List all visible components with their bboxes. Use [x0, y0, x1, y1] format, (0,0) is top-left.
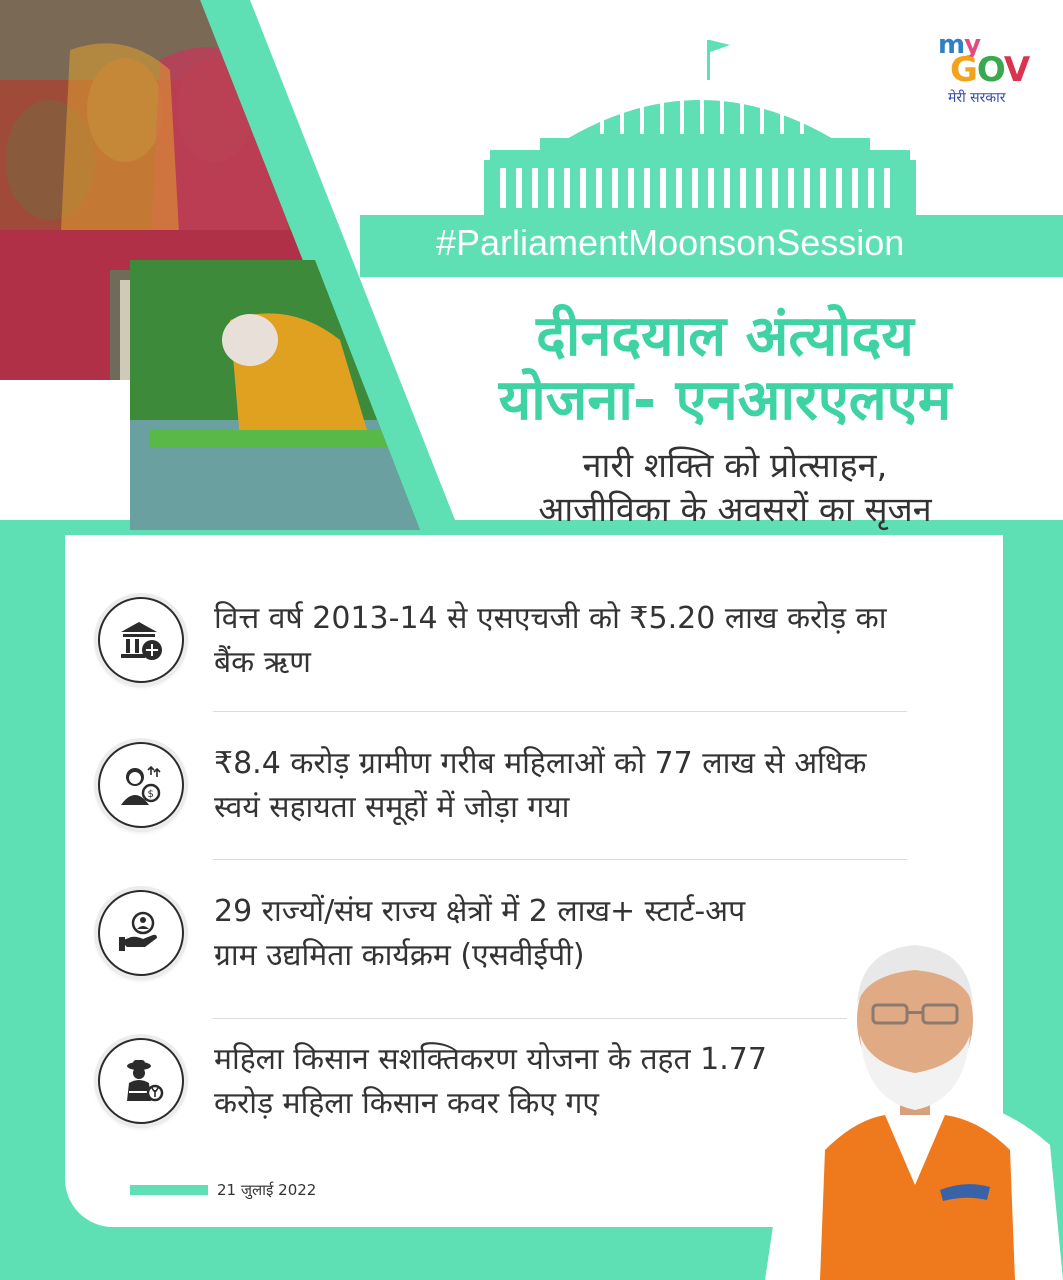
svg-text:$: $ [147, 789, 154, 800]
portrait-photo [765, 925, 1063, 1280]
item-line-2: बैंक ऋण [214, 645, 311, 680]
item-line-2: स्वयं सहायता समूहों में जोड़ा गया [214, 790, 570, 825]
page-title [445, 305, 1005, 433]
item-line-1: 29 राज्यों/संघ राज्य क्षेत्रों में 2 लाख+ स्टार्ट-अप [214, 894, 746, 929]
divider [213, 859, 907, 860]
hand-startup-icon [98, 890, 184, 976]
woman-farmer-icon [98, 1038, 184, 1124]
item-line-2: ग्राम उद्यमिता कार्यक्रम (एसवीईपी) [214, 938, 585, 973]
mygov-logo [930, 30, 1040, 110]
title-line-2: योजना- एनआरएलएम [498, 368, 952, 433]
list-item [98, 597, 898, 687]
subtitle-line-1: नारी शक्ति को प्रोत्साहन, [582, 446, 888, 486]
date-accent-bar [130, 1185, 208, 1195]
item-line-1: महिला किसान सशक्तिकरण योजना के तहत 1.77 [214, 1042, 767, 1077]
logo-my: my [938, 30, 981, 60]
subtitle-line-2: आजीविका के अवसरों का सृजन [538, 490, 932, 530]
item-line-1: वित्त वर्ष 2013-14 से एसएचजी को ₹5.20 लाख करोड़ का [214, 601, 887, 636]
item-line-1: ₹8.4 करोड़ ग्रामीण गरीब महिलाओं को 77 लाख से अधिक [214, 746, 867, 781]
item-text [214, 742, 954, 830]
divider [213, 1018, 847, 1019]
page-subtitle [470, 444, 1000, 532]
bank-plus-icon [98, 597, 184, 683]
logo-gov: GOV [950, 50, 1030, 90]
divider [213, 711, 907, 712]
item-line-2: करोड़ महिला किसान कवर किए गए [214, 1086, 599, 1121]
list-item [98, 742, 898, 832]
title-line-1: दीनदयाल अंत्योदय [536, 304, 914, 369]
hashtag: #ParliamentMoonsonSession [436, 222, 905, 263]
woman-money-icon [98, 742, 184, 828]
logo-tagline: मेरी सरकार [948, 90, 1006, 106]
item-text [214, 597, 954, 685]
publish-date: 21 जुलाई 2022 [217, 1181, 317, 1199]
